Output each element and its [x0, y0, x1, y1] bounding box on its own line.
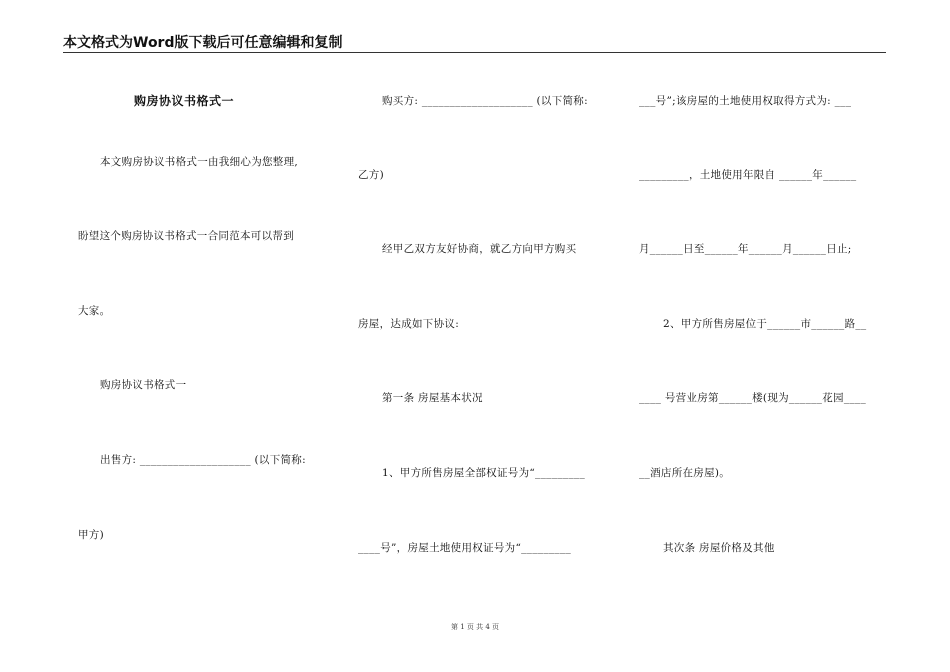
section-heading: 其次条 房屋价格及其他: [663, 542, 775, 554]
text-line: ___号”;该房屋的土地使用权取得方式为: ___: [639, 95, 852, 107]
text-line: 1、甲方所售房屋全部权证号为“_________: [382, 467, 585, 479]
text-line: 出售方: ____________________ (以下简称:: [100, 454, 306, 466]
text-line: 乙方): [358, 169, 384, 181]
text-line: 2、甲方所售房屋位于______市______路__: [663, 318, 867, 330]
text-line: __酒店所在房屋)。: [639, 467, 731, 479]
text-line: 购房协议书格式一: [100, 379, 187, 391]
text-line: 大家。: [78, 305, 111, 317]
document-title: 购房协议书格式一: [134, 94, 235, 108]
text-line: 甲方): [78, 529, 104, 541]
section-heading: 第一条 房屋基本状况: [382, 392, 483, 404]
text-line: ____号”，房屋土地使用权证号为“_________: [358, 542, 572, 554]
text-line: 经甲乙双方友好协商，就乙方向甲方购买: [382, 243, 577, 255]
text-line: 盼望这个购房协议书格式一合同范本可以帮到: [78, 230, 294, 242]
text-line: 月______日至______年______月______日止;: [639, 243, 852, 255]
text-line: 购买方: ____________________ (以下简称:: [382, 95, 588, 107]
text-line: 房屋，达成如下协议:: [358, 318, 460, 330]
text-line: 本文购房协议书格式一由我细心为您整理,: [100, 156, 299, 168]
header-rule: [63, 52, 886, 53]
page-header: 本文格式为Word版下载后可任意编辑和复制: [63, 35, 343, 51]
text-line: _________，土地使用年限自 ______年______: [639, 169, 857, 181]
text-line: ____ 号营业房第______楼(现为______花园____: [639, 392, 867, 404]
page-footer: 第 1 页 共 4 页: [450, 623, 500, 631]
